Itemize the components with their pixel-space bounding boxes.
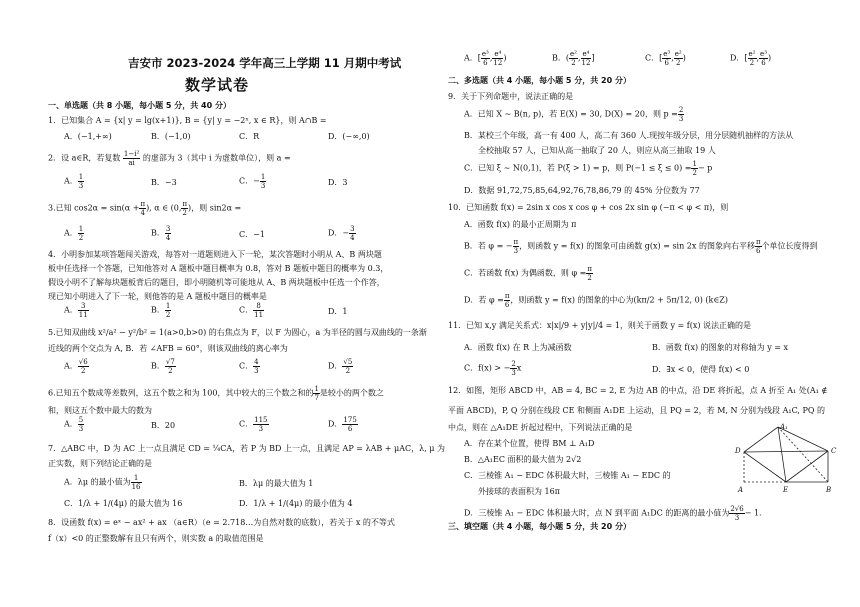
q8-c-d1: 6 [664, 59, 669, 67]
q6-a-den: 3 [78, 425, 84, 433]
q7-option-c[interactable]: C．1/λ + 1/(4μ) 的最大值为 16 [64, 499, 183, 508]
q10-d-den: 6 [504, 301, 510, 309]
q5-option-a[interactable] [64, 358, 89, 375]
q10-c-text: C．若函数 f(x) 为偶函数，则 φ = [464, 268, 587, 278]
q5-a-num: √6 [78, 358, 88, 366]
label-e: E [783, 486, 789, 494]
section-multi-choice: 二、多选题（共 4 小题，每小题 5 分，共 20 分） [448, 76, 631, 85]
edge-d-a1 [744, 427, 778, 452]
q3-text-c: )，则 sin2α = [188, 203, 242, 213]
q4-option-c[interactable] [239, 302, 264, 319]
q8-c-n2: e² [674, 50, 682, 58]
q5-d-den: 2 [345, 367, 351, 375]
q11-equation: x|x|/9 + y|y|/4 = 1 [546, 321, 620, 330]
q3-pi-num: π [140, 200, 146, 208]
q9-option-c[interactable] [464, 160, 712, 177]
q3-pi-den: 4 [140, 209, 145, 217]
question-8-line-2: f（x）<0 的正整数解有且只有两个，则实数 a 的取值范围是 [48, 534, 264, 543]
q2-c-num: 1 [260, 173, 266, 181]
q11-c-text: C．f(x) > − [464, 363, 511, 373]
q10-b-n1: π [513, 238, 519, 246]
q6-d-label: D． [328, 419, 343, 429]
q6-option-b[interactable]: B．20 [151, 421, 176, 430]
q2-den: ai [128, 159, 135, 167]
question-7-line-2: 正实数，则下列结论正确的是 [48, 459, 152, 468]
q8-a-d2: 12 [493, 59, 503, 67]
q9-c-text: C．已知 ξ ~ N(0,1)，若 P(ξ > 1) = p，则 P(−1 ≤ ξ ≤ 0) = [464, 163, 692, 173]
q2-text-b: 的虚部为 3（其中 i 为虚数单位），则 a = [142, 153, 291, 163]
q8-b-n1: e² [570, 50, 577, 58]
question-5-line-1: 5.已知双曲线 x²/a² − y²/b² = 1(a>0,b>0) 的右焦点为 F，以 F 为圆心，a 为半径的圆与双曲线的一条渐 [48, 328, 427, 337]
q10-b-text-c: 个单位长度得到 [761, 241, 818, 251]
question-4-line-1: 4．小明参加某项答题闯关游戏，每答对一道题则进入下一轮，某次答题时小明从 A、B 两块题 [48, 250, 382, 259]
q8-d-d1: 2 [749, 59, 755, 67]
q2-option-b[interactable]: B．−3 [151, 178, 177, 187]
q3-d-label: D．− [328, 228, 350, 238]
q8-option-d[interactable]: D．[ $\frac{\text{e²}}{2}$ , $\frac{\text{e³}}{6}$ ) [730, 50, 772, 67]
q4-option-a[interactable] [64, 302, 89, 319]
q2-option-c[interactable] [239, 173, 266, 190]
q8-option-b[interactable]: B．( $\frac{\text{e²}}{2}$ , $\frac{\text{e⁴}}{12}$ ] [552, 50, 595, 67]
q6-a-label: A． [64, 419, 78, 429]
section-fill-blank: 三、填空题（共 4 小题，每小题 5 分，共 20 分） [448, 522, 631, 531]
q11-c-tail: x [516, 363, 522, 373]
q7-option-d[interactable]: D．1/λ + 1/(4μ) 的最小值为 4 [239, 499, 353, 508]
section-single-choice: 一、单选题（共 8 小题，每小题 5 分，共 40 分） [48, 101, 231, 110]
q8-b-n2: e⁴ [582, 50, 590, 58]
question-4-line-3: 假设小明不了解每块题板背后的题目，即小明随机等可能地从 A、B 两块题板中任选一个作答， [48, 278, 385, 287]
q12-figure [730, 422, 842, 498]
q10-c-num: π [587, 265, 592, 273]
q10-d-text-b: ，则函数 y = f(x) 的图象的中心为 [510, 295, 634, 305]
q7-a-num: 1 [131, 474, 142, 483]
q5-option-c[interactable] [239, 358, 260, 375]
question-11 [448, 321, 751, 331]
q3-option-a[interactable] [64, 225, 84, 242]
q3-option-d[interactable] [328, 225, 356, 242]
q10-d-center: (kπ/2 + 5π/12, 0) [633, 295, 703, 305]
q11-option-d[interactable]: D．∃x < 0，使得 f(x) < 0 [652, 365, 750, 374]
q8-d-d2: 6 [761, 59, 766, 67]
question-1: 1．已知集合 A = {x| y = lg(x+1)}, B = {y| y = −2ˣ, x ∈ R}，则 A∩B = [48, 116, 327, 125]
q6-d-num: 175 [343, 416, 357, 424]
q10-option-b[interactable] [464, 238, 818, 255]
q10-c-den: 2 [587, 274, 592, 282]
q3-b-num: 3 [165, 225, 171, 233]
q8-b-d1: 2 [571, 59, 576, 67]
label-a: A [738, 486, 744, 494]
q1-option-c[interactable]: C．R [239, 132, 260, 141]
question-4-line-2: 板中任选择一个答题，已知他答对 A 题板中题目概率为 0.8，答对 B 题板中题目的概率为 0.3， [48, 264, 389, 273]
q12-option-b[interactable]: B．△A₁EC 面积的最大值为 2√2 [464, 455, 582, 464]
q9-a-den: 3 [678, 115, 684, 123]
edge-a1-b [778, 427, 828, 482]
q4-b-label: B． [151, 305, 165, 315]
q10-b-d1: 3 [513, 247, 519, 255]
q11-c-den: 3 [511, 369, 516, 377]
q8-c-n1: e³ [663, 50, 671, 58]
q2-c-label: C．− [239, 176, 260, 186]
q7-option-b[interactable]: B．λμ 的最大值为 1 [239, 479, 314, 488]
question-6-line-1 [48, 385, 384, 402]
q6-den: 7 [314, 394, 319, 402]
q12-option-c[interactable]: C．三棱锥 A₁ − EDC 体积最大时，三棱锥 A₁ − EDC 的 [464, 471, 671, 480]
q6-option-a[interactable] [64, 416, 84, 433]
q3-b-den: 4 [165, 234, 171, 242]
q11-option-a[interactable]: A．函数 f(x) 在 R 上为减函数 [464, 343, 572, 352]
q3-option-b[interactable] [151, 225, 171, 242]
q6-text-a: 6.已知五个数成等差数列，这五个数之和为 100，其中较大的三个数之和的 [48, 388, 314, 398]
q6-text-b: 是较小的两个数之 [319, 388, 384, 398]
q6-option-c[interactable] [239, 416, 269, 433]
question-3 [48, 200, 241, 217]
q12-option-c-cont: 外接球的表面积为 16π [478, 487, 560, 496]
q4-c-label: C． [239, 305, 254, 315]
q10-b-text-a: B．若 φ = − [464, 241, 513, 251]
q8-a-d1: 6 [483, 59, 488, 67]
q2-option-a[interactable] [64, 173, 84, 190]
q5-c-num: 4 [254, 358, 259, 366]
q5-d-num: √5 [343, 358, 353, 366]
q6-c-den: 3 [258, 425, 264, 433]
q5-option-d[interactable] [328, 358, 353, 375]
exam-subtitle: 数学试卷 [185, 76, 250, 94]
q3-b-label: B． [151, 228, 165, 238]
q9-c-num: 1 [692, 160, 697, 168]
q6-num: 1 [314, 385, 319, 393]
q3-pi2-num: π [182, 200, 188, 208]
q8-b-label: B． [552, 53, 566, 63]
q2-option-d[interactable]: D．3 [328, 178, 348, 187]
q10-option-c[interactable] [464, 265, 593, 282]
q2-a-label: A． [64, 176, 78, 186]
q4-option-d[interactable]: D．1 [328, 307, 348, 316]
q6-c-label: C． [239, 419, 254, 429]
q4-b-num: 1 [165, 302, 171, 310]
q10-option-a[interactable]: A．函数 f(x) 的最小正周期为 π [464, 220, 577, 229]
question-12-line-2: 平面 ABCD)，P, Q 分别在线段 CE 和侧面 A₁DE 上运动，且 PQ = 2，若 M, N 分别为线段 A₁C, PQ 的 [448, 406, 825, 415]
q9-option-a[interactable] [464, 106, 684, 123]
q1-option-d[interactable]: D．(−∞,0) [328, 132, 370, 141]
q8-option-c[interactable]: C．[ $\frac{\text{e³}}{6}$ , $\frac{\text{e²}}{2}$ ) [645, 50, 686, 67]
q9-a-text: A．已知 X ~ B(n, p)，若 E(X) = 30, D(X) = 20，则 p = [464, 109, 678, 119]
q9-option-d[interactable]: D．数据 91,72,75,85,64,92,76,78,86,79 的 45% 分位数为 77 [464, 186, 700, 195]
q6-a-num: 5 [78, 416, 84, 424]
q7-option-a[interactable] [64, 474, 142, 491]
q12-option-d[interactable] [464, 505, 762, 522]
q1-option-a[interactable]: A．(−1,+∞) [64, 132, 112, 141]
q11-option-c[interactable] [464, 360, 521, 377]
q4-c-num: 8 [253, 302, 264, 311]
question-7-line-1: 7．△ABC 中，D 为 AC 上一点且满足 CD = ¼CA，若 P 为 BD 上一点，且满足 AP = λAB + μAC，λ, μ 为 [48, 444, 446, 453]
q5-b-den: 2 [168, 367, 173, 375]
edge-d-c [744, 451, 828, 452]
q2-c-den: 3 [260, 182, 266, 190]
question-4-line-4: 现已知小明进入了下一轮，则他答的是 A 题板中题目的概率是 [48, 292, 267, 301]
q3-option-c[interactable]: C．−1 [239, 230, 265, 239]
q3-text-a: 3.已知 cos2α = sin(α + [48, 203, 140, 213]
q3-a-num: 1 [78, 225, 84, 233]
q2-a-den: 3 [78, 182, 84, 190]
q8-d-n2: e³ [760, 50, 767, 58]
q5-c-den: 3 [254, 367, 259, 375]
q11-option-b[interactable]: B．函数 f(x) 的图象的对称轴为 y = x [652, 343, 789, 352]
q8-a-n1: e³ [481, 50, 489, 58]
q3-text-b: ), α ∈ (0, [146, 203, 182, 213]
q6-option-d[interactable] [328, 416, 358, 433]
q9-c-den: 2 [692, 169, 697, 177]
q7-a-label: A．λμ 的最小值为 [64, 477, 131, 487]
q4-a-label: A． [64, 305, 78, 315]
q11-text-b: ，则关于函数 y = f(x) 说法正确的是 [619, 321, 752, 330]
q8-a-n2: e⁴ [494, 50, 502, 58]
q4-b-den: 2 [165, 311, 171, 319]
q10-b-d2: 6 [756, 247, 761, 255]
q8-option-a[interactable]: A．[ $\frac{\text{e³}}{6}$ , $\frac{\text{e⁴}}{12}$ ) [464, 50, 507, 67]
question-5-line-2: 近线的两个交点为 A, B．若 ∠AFB = 60°，则该双曲线的离心率为 [48, 344, 288, 353]
q9-option-b-cont: 全校抽取 57 人，已知从高一抽取了 20 人，则应从高三抽取 19 人 [478, 146, 716, 155]
question-12-line-1: 12．如图，矩形 ABCD 中，AB = 4, BC = 2, E 为边 AB 的中点，沿 DE 将折起，点 A 折至 A₁ 处(A₁ ∉ [448, 386, 828, 395]
q6-d-den: 6 [347, 425, 353, 433]
question-6-line-2: 和，则这五个数中最大的数为 [48, 406, 152, 415]
q10-d-text-a: D．若 φ = [464, 295, 504, 305]
q10-d-num: π [504, 292, 510, 300]
q10-option-d[interactable] [464, 292, 728, 309]
q10-b-n2: π [755, 238, 761, 246]
edge-d-e [744, 452, 786, 482]
exam-title: 吉安市 2023-2024 学年高三上学期 11 月期中考试 [128, 56, 402, 70]
edge-e-c [786, 451, 828, 482]
q4-a-num: 3 [78, 302, 89, 311]
label-d: D [735, 447, 741, 455]
q9-a-num: 2 [678, 106, 684, 114]
question-12-line-3: 中点，则在 △A₁DE 折起过程中，下列说法正确的是 [448, 423, 633, 432]
q12-d-num: 2√6 [730, 505, 744, 513]
q8-c-label: C． [645, 53, 660, 63]
q8-d-label: D． [730, 53, 745, 63]
q9-c-tail: − p [697, 163, 713, 173]
q9-option-b[interactable]: B．某校三个年级，高一有 400 人，高二有 360 人.现按年级分层，用分层随机抽样的方法从 [464, 131, 794, 140]
q5-option-b[interactable] [151, 358, 176, 375]
q5-a-label: A． [64, 361, 78, 371]
q2-num: 1−i² [123, 150, 140, 158]
q8-c-d2: 2 [675, 59, 681, 67]
q1-option-b[interactable]: B．(−1,0) [151, 132, 191, 141]
q4-option-b[interactable] [151, 302, 171, 319]
q3-d-num: 3 [350, 225, 355, 233]
question-9: 9．关于下列命题中，说法正确的是 [448, 92, 574, 101]
q8-b-d2: 12 [581, 59, 591, 67]
q3-pi2-den: 2 [182, 209, 187, 217]
q5-b-num: √7 [165, 358, 175, 366]
q8-d-n1: e² [748, 50, 756, 58]
q4-a-den: 11 [78, 311, 88, 319]
q11-text-a: 11．已知 x,y 满足关系式： [448, 321, 547, 330]
q12-d-tail: − 1. [744, 508, 762, 518]
question-10: 10．已知函数 f(x) = 2sin x cos x cos φ + cos 2x sin φ (−π < φ < π)，则 [448, 203, 729, 212]
q10-d-text-c: (k∈Z) [705, 295, 728, 305]
label-c: C [831, 447, 837, 455]
q5-a-den: 2 [81, 367, 86, 375]
edge-a1-e [778, 427, 786, 482]
label-b: B [826, 486, 832, 494]
q5-c-label: C． [239, 361, 254, 371]
q3-a-label: A． [64, 228, 78, 238]
q12-d-text: D．三棱锥 A₁ − EDC 体积最大时，点 N 到平面 A₁DC 的距离的最小值为 [464, 508, 730, 518]
q5-b-label: B． [151, 361, 165, 371]
q6-c-num: 115 [254, 416, 268, 424]
q2-fraction [123, 150, 140, 167]
q3-d-den: 4 [350, 234, 355, 242]
q12-option-a[interactable]: A．存在某个位置，使得 BM ⊥ A₁D [464, 439, 595, 448]
label-a1: A₁ [780, 423, 788, 431]
q4-c-den: 11 [254, 311, 264, 319]
q3-a-den: 2 [78, 234, 84, 242]
q2-a-num: 1 [78, 173, 84, 181]
q5-d-label: D． [328, 361, 343, 371]
q11-c-num: 2 [511, 360, 516, 368]
q10-b-text-b: ，则函数 y = f(x) 的图象可由函数 g(x) = sin 2x 的图象向右平移 [519, 241, 755, 251]
q12-d-den: 3 [734, 514, 740, 522]
q7-a-den: 16 [131, 483, 141, 491]
q2-text-a: 2．设 a∈R，若复数 [48, 153, 121, 163]
question-8-line-1: 8．设函数 f(x) = eˣ − ax² + ax （a∈R）（e = 2.718…为自然对数的底数），若关于 x 的不等式 [48, 518, 395, 527]
question-2 [48, 150, 291, 167]
q8-a-label: A． [464, 53, 478, 63]
